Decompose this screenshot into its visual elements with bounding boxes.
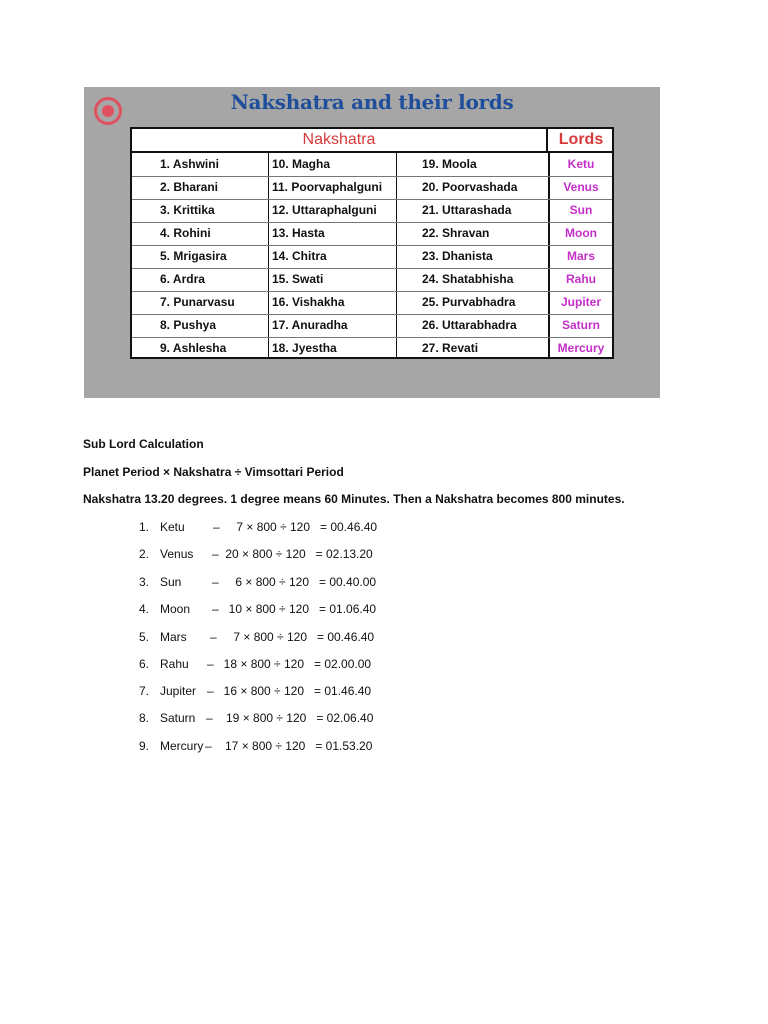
nakshatra-cell: 2. Bharani — [160, 180, 219, 194]
calc-number: 8. — [139, 711, 150, 725]
calc-expression: – 16 × 800 ÷ 120 = 01.46.40 — [207, 684, 372, 698]
lord-cell: Jupiter — [560, 295, 601, 309]
nakshatra-cell: 25. Purvabhadra — [422, 295, 516, 309]
nakshatra-cell: 23. Dhanista — [422, 249, 493, 263]
calc-expression: – 18 × 800 ÷ 120 = 02.00.00 — [207, 657, 372, 671]
lord-cell: Sun — [569, 203, 593, 217]
nakshatra-cell: 8. Pushya — [160, 318, 217, 332]
nakshatra-cell: 14. Chitra — [272, 249, 327, 263]
calc-planet: Mercury — [160, 739, 204, 753]
lord-cell: Moon — [565, 226, 597, 240]
nakshatra-cell: 21. Uttarashada — [422, 203, 512, 217]
nakshatra-cell: 22. Shravan — [422, 226, 490, 240]
calc-planet: Sun — [160, 575, 182, 589]
nakshatra-figure — [84, 87, 660, 398]
calc-expression: – 19 × 800 ÷ 120 = 02.06.40 — [206, 711, 374, 725]
calc-planet: Mars — [160, 630, 187, 644]
nakshatra-cell: 4. Rohini — [160, 226, 211, 240]
calc-expression: – 20 × 800 ÷ 120 = 02.13.20 — [212, 547, 373, 561]
nakshatra-cell: 27. Revati — [422, 341, 479, 355]
nakshatra-cell: 16. Vishakha — [272, 295, 345, 309]
calc-planet: Venus — [160, 547, 194, 561]
nakshatra-cell: 1. Ashwini — [160, 157, 219, 171]
calc-number: 3. — [139, 575, 150, 589]
calc-expression: – 7 × 800 ÷ 120 = 00.46.40 — [210, 630, 375, 644]
nakshatra-cell: 13. Hasta — [272, 226, 325, 240]
nakshatra-cell: 15. Swati — [272, 272, 324, 286]
lord-cell: Mars — [566, 249, 595, 263]
lords-header: Lords — [548, 129, 614, 153]
lord-cell: Venus — [563, 180, 599, 194]
nakshatra-cell: 11. Poorvaphalguni — [272, 180, 383, 194]
calc-number: 6. — [139, 657, 150, 671]
calc-number: 5. — [139, 630, 150, 644]
calc-planet: Saturn — [160, 711, 196, 725]
calc-number: 9. — [139, 739, 150, 753]
nakshatra-cell: 20. Poorvashada — [422, 180, 518, 194]
calc-number: 2. — [139, 547, 150, 561]
nakshatra-cell: 5. Mrigasira — [160, 249, 227, 263]
calc-number: 1. — [139, 520, 150, 534]
calc-number: 7. — [139, 684, 150, 698]
calc-planet: Moon — [160, 602, 191, 616]
lord-cell: Ketu — [567, 157, 595, 171]
statement-line: Nakshatra 13.20 degrees. 1 degree means 60 Minutes. Then a Nakshatra becomes 800 minutes. — [83, 492, 625, 506]
calc-planet: Rahu — [160, 657, 189, 671]
figure-title: Nakshatra and their lords — [230, 90, 514, 114]
calc-expression: – 6 × 800 ÷ 120 = 00.40.00 — [212, 575, 377, 589]
calc-planet: Ketu — [160, 520, 185, 534]
nakshatra-cell: 26. Uttarabhadra — [422, 318, 517, 332]
column-divider — [268, 153, 269, 357]
nakshatra-cell: 24. Shatabhisha — [422, 272, 514, 286]
nakshatra-cell: 10. Magha — [272, 157, 331, 171]
nakshatra-cell: 12. Uttaraphalguni — [272, 203, 377, 217]
lord-cell: Saturn — [561, 318, 600, 332]
nakshatra-header: Nakshatra — [132, 129, 548, 153]
nakshatra-cell: 9. Ashlesha — [160, 341, 227, 355]
calc-expression: – 17 × 800 ÷ 120 = 01.53.20 — [205, 739, 373, 753]
nakshatra-cell: 19. Moola — [422, 157, 477, 171]
formula-line: Planet Period × Nakshatra ÷ Vimsottari Period — [83, 465, 344, 479]
column-divider — [396, 153, 397, 357]
lord-cell: Mercury — [557, 341, 605, 355]
lord-cell: Rahu — [566, 272, 596, 286]
calc-expression: – 10 × 800 ÷ 120 = 01.06.40 — [212, 602, 377, 616]
calc-expression: – 7 × 800 ÷ 120 = 00.46.40 — [213, 520, 378, 534]
calc-number: 4. — [139, 602, 150, 616]
nakshatra-cell: 18. Jyestha — [272, 341, 337, 355]
nakshatra-cell: 17. Anuradha — [272, 318, 348, 332]
nakshatra-table — [130, 127, 614, 359]
section-heading: Sub Lord Calculation — [83, 437, 204, 451]
nakshatra-cell: 7. Punarvasu — [160, 295, 235, 309]
nakshatra-cell: 3. Krittika — [160, 203, 215, 217]
nakshatra-cell: 6. Ardra — [160, 272, 205, 286]
calc-planet: Jupiter — [160, 684, 197, 698]
